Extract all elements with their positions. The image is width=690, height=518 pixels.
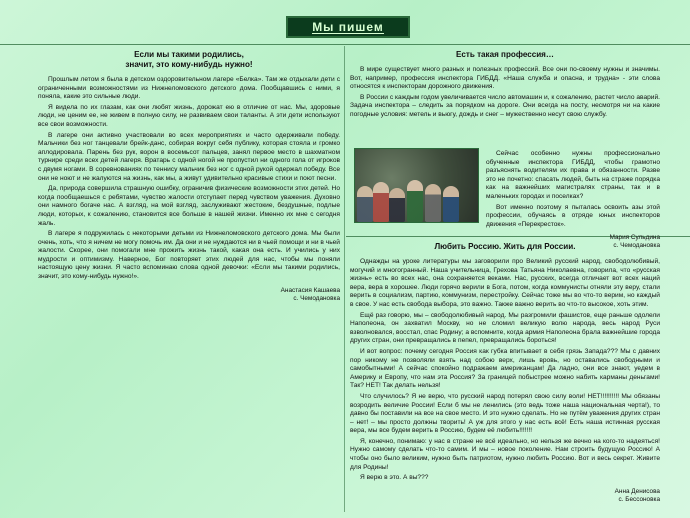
right-bottom-paragraph-5: Я, конечно, понимаю: у нас в стране не всё идеально, но нельзя же вечно на кого-то надеяться! Нужно самому сделать что-то самим. И мы – новое поколение. Нам строить будущую Россию! А чтобы оно было великим, нужно быть патриотом, нужно любить Россию. Вот и весь секрет. Живите для Родины! [350,437,660,471]
column-divider [344,46,345,512]
right-bottom-signature-name: Анна Денисова [614,487,660,495]
photo-person [443,186,459,222]
left-signature-name: Анастасия Кашаева [280,286,340,294]
left-paragraph-4: Да, природа совершила страшную ошибку, ограничив физические возможности этих детей. Но когда пообщаешься с ребятами, чувство жалости отступает перед чувством уважения. Духовно они намного богаче нас. А взгляд, на мой взгляд, заслуживают жестокие, бездушные, подлые люди, которых, к сожалению, становится все больше в нашей жизни. Именно их мне с сегодня жаль. [38,185,340,227]
left-paragraph-2: Я видела по их глазам, как они любят жизнь, дорожат ею в отличие от нас. Мы, здоровые люди, не ценим ее, не живем в полную силу, не развиваем свои таланты. А эти дети используют все свои возможности. [38,103,340,128]
page-title [286,16,410,38]
left-signature [38,287,340,303]
page-title-text: Мы пишем [312,19,384,34]
right-top-heading: Есть такая профессия… [455,50,555,59]
left-paragraph-5: В лагере я подружилась с некоторыми детьми из Нижнеломовского детского дома. Мы были очень, хоть, что я ничем не могу помочь им. Да они и не нуждаются ни в чьей помощи и ни в чьей жалости. Скорее, они помогали мне прожить жизнь такой, какая она есть. И учились у них мудрости и оптимизму. Наверное, Бог повторяет этих людей для нас, чтобы мы поняли настоящую цену жизни. Я часто вспоминаю слова одной девочки: «Если мы такими родились, значит, это кому-нибудь нужно!». [38,230,340,281]
right-bottom-signature [350,488,660,504]
right-bottom-heading: Любить Россию. Жить для России. [434,242,576,251]
right-top-paragraph-4: Вот именно поэтому я пыталась освоить азы этой профессии, обучаясь в отряде юных инспекторов движения «Перекресток». [486,203,660,228]
right-bottom-paragraph-1: Однажды на уроке литературы мы заговорили про Великий русский народ, свободолюбивый, могучий и многогранный. Наша учительница, Грехова Татьяна Николаевна, говорила, что «русская жизнь» есть во всех нас, она сохраняется веками. Нас, русских, всегда отличает вот всех наций вера, вера в хорошее. Люди горячо верили в Бога, потом, когда коммунисты отняли эту веру, стали верить в социализм, партию, коммунизм, перестройку. Сейчас тоже мы во что-то верим, но каждый в свое. У нас есть свобода выбора, это важно. Также важно верить во что-то высокое, хоть этим. [350,258,660,308]
left-heading-line-1: Если мы такими родились, [134,50,244,59]
photo-person [357,186,373,222]
photo-person [407,180,423,222]
left-paragraph-1: Прошлым летом я была в детском оздоровительном лагере «Белка». Там же отдыхали дети с ограниченными возможностями из Нижнеломовского детского дома. Пообщавшись с ними, я поняла, какие это сильные люди. [38,76,340,101]
right-bottom-article [350,242,660,514]
right-bottom-paragraph-3: И вот вопрос: почему сегодня Россия как губка впитывает в себя грязь Запада??? Мы с давних пор никому не позволяли взять над собою верх, лишь вровь, но оставались свободными и самобытными! А сейчас спокойно подражаем американцам! Да ладно, они все знают, уедем в Америку и Европу, что нам эта Россия? За границей побыстрее можно набить карманы деньгами! Так? НЕТ! Так делать нельзя! [350,347,660,390]
right-bottom-signature-place: с. Бессоновка [618,495,660,503]
right-top-signature-place: с. Чемодановка [613,242,660,250]
left-article [38,50,340,512]
right-bottom-paragraph-2: Ещё раз говорю, мы – свободолюбивый народ. Мы разгромили фашистов, еще раньше одолели Наполеона, он захватил Москву, но не сломил великую волю народа, весь народ Руси взволновался, восстал, спас Родину; а вспомните, когда армия Наполеона брала важнейшие города других стран, они превращались в пепел, превращались бороться! [350,311,660,345]
left-article-heading [38,50,340,70]
photo-person [425,184,441,222]
top-divider [0,44,690,45]
right-top-paragraph-3: Сейчас особенно нужны профессионально обученные инспектора ГИБДД, чтобы грамотно разъяснять водителям их права и обязанности. Разве это не почетно: спасать людей, быть на страже порядка как на важнейших магистралях страны, так и в маленьких городах и поселках? [486,150,660,200]
right-top-paragraph-2: В России с каждым годом увеличивается число автомашин и, к сожалению, растет число аварий. Задача инспектора – следить за порядком на дороге. Они всегда на посту, несмотря ни на какие погодные условия: метель и вьюгу, дождь и снег – мужественно несут свою службу. [350,93,660,118]
right-bottom-paragraph-4: Что случилось? Я не верю, что русский народ потерял свою силу воли! НЕТ!!!!!!!!!! Мы обязаны возродить величие России! Если б мы не ленились (это ведь тоже наша национальная черта!), то давно бы поставили на все на свое место. И это нужно сделать. Но не путём уважения других стран – нет! – мы просто должны творить! А уж для этого у нас есть всё! Есть наша истинная русская вера, мы все будем верить в Россию, будем её любить!!!!!!! [350,392,660,435]
left-heading-line-2: значит, это кому-нибудь нужно! [125,60,253,69]
left-paragraph-3: В лагере они активно участвовали во всех мероприятиях и часто одерживали победу. Мальчики без ног танцевали брейк-данс, собирая вокруг себя публику, которая стояла и громко аплодировала. Парень без рук, ворон в восемьсот пальцев, занял первое место в шахматном турнире среди всех детей лагеря. Вратарь с одной ногой не пропустил ни одного гола от игроков с двумя ногами. В соревнованиях по теннису мальчик без ног с одной рукой одержал победу. Все они не ноют и не жалуются на жизнь, как мы, а живут удивительно красивые стихи и поют песни. [38,131,340,182]
right-top-paragraph-1: В мире существует много разных и полезных профессий. Все они по-своему нужны и значимы. Вот, например, профессия инспектора ГИБДД. «Наша служба и опасна, и трудна» - эти слова относятся к инспекторам дорожного движения. [350,66,660,91]
photo-person [389,188,405,222]
right-top-signature-name: Мария Сульдина [609,234,660,242]
group-photo [354,148,479,223]
right-top-beside-photo [486,150,660,250]
photo-person [373,182,389,222]
left-signature-place: с. Чемодановка [293,294,340,302]
right-bottom-paragraph-6: Я верю в это. А вы??? [360,474,429,482]
